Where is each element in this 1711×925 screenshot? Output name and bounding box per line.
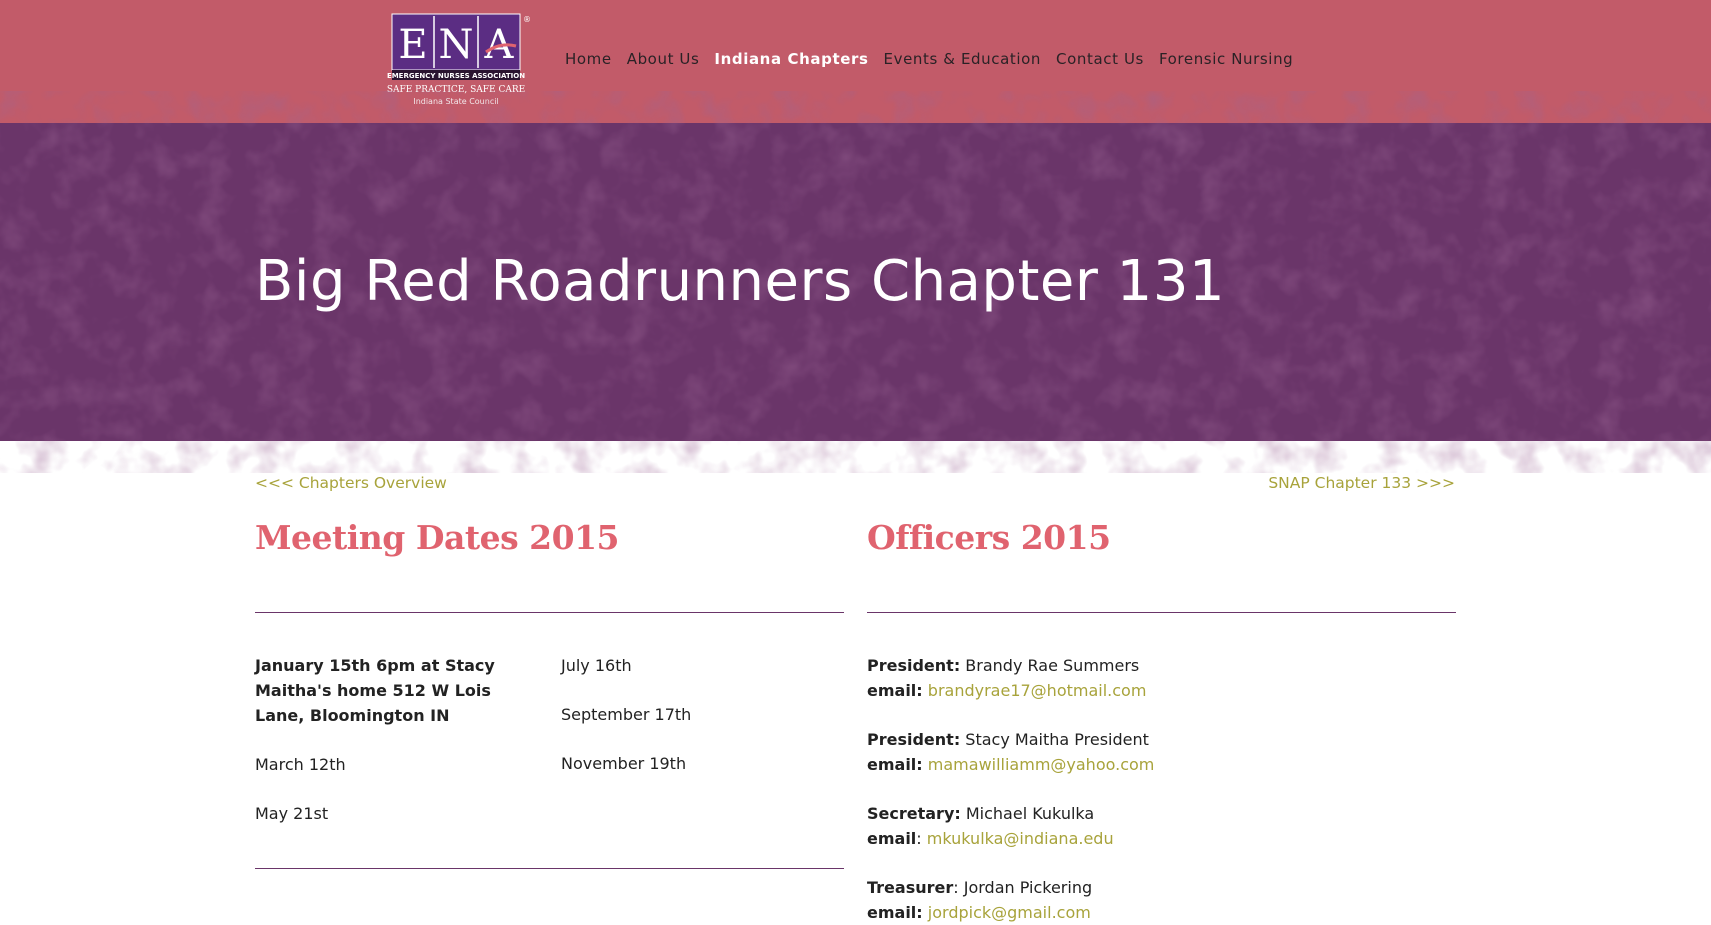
meeting-date: November 19th	[561, 754, 687, 773]
svg-text:EMERGENCY NURSES ASSOCIATION: EMERGENCY NURSES ASSOCIATION	[386, 72, 526, 80]
nav-about-us[interactable]: About Us	[626, 50, 700, 68]
officer-role: Treasurer	[867, 878, 954, 897]
nav-home[interactable]: Home	[565, 50, 612, 68]
officer-email-link[interactable]: brandyrae17@hotmail.com	[927, 681, 1147, 700]
svg-text:®: ®	[523, 15, 531, 24]
logo-letter-e: E	[398, 22, 428, 68]
meeting-date: July 16th	[561, 656, 632, 675]
logo-letter-a: A	[484, 22, 514, 68]
meeting-dates-heading: Meeting Dates 2015	[255, 518, 620, 557]
nav-events-education[interactable]: Events & Education	[883, 50, 1042, 68]
officer-entry	[867, 653, 1457, 703]
ena-logo[interactable]	[386, 12, 534, 108]
email-label: email:	[867, 755, 923, 774]
prev-chapter-link[interactable]: <<< Chapters Overview	[255, 474, 447, 492]
officer-name: Stacy Maitha President	[960, 730, 1149, 749]
officer-role: President:	[867, 730, 961, 749]
officer-role: Secretary:	[867, 804, 961, 823]
meeting-date: March 12th	[255, 755, 346, 774]
meeting-date: September 17th	[561, 705, 692, 724]
officer-entry	[867, 875, 1457, 925]
next-chapter-link[interactable]: SNAP Chapter 133 >>>	[1268, 474, 1455, 492]
svg-text:Indiana State Council: Indiana State Council	[413, 97, 499, 106]
officer-email-link[interactable]: mkukulka@indiana.edu	[926, 829, 1114, 848]
nav-indiana-chapters[interactable]: Indiana Chapters	[714, 50, 869, 68]
officer-name: Brandy Rae Summers	[960, 656, 1140, 675]
meeting-date-first: January 15th 6pm at Stacy Maitha's home 512 W Lois Lane, Bloomington IN	[255, 656, 495, 725]
officer-entry	[867, 727, 1457, 777]
nav-forensic-nursing[interactable]: Forensic Nursing	[1158, 50, 1294, 68]
svg-text:SAFE PRACTICE, SAFE CARE: SAFE PRACTICE, SAFE CARE	[386, 85, 526, 95]
email-label: email:	[867, 681, 923, 700]
nav-contact-us[interactable]: Contact Us	[1056, 50, 1144, 68]
site-header	[0, 0, 1711, 123]
divider	[255, 868, 844, 869]
officer-email-link[interactable]: jordpick@gmail.com	[927, 903, 1091, 922]
main-nav	[565, 50, 1308, 68]
email-label: email:	[867, 903, 923, 922]
hero-banner	[0, 123, 1711, 441]
officer-entry: Secretary: Michael Kukulka email: mkukulka@indiana.edu	[867, 804, 1114, 848]
officer-name: Michael Kukulka	[960, 804, 1095, 823]
page-title: Big Red Roadrunners Chapter 131	[255, 249, 1226, 314]
divider	[255, 612, 844, 613]
divider	[867, 612, 1456, 613]
email-label: email	[867, 829, 917, 848]
officer-name: : Jordan Pickering	[953, 878, 1093, 897]
logo-letter-n: N	[438, 22, 474, 68]
meeting-date: May 21st	[255, 804, 329, 823]
officer-email-link[interactable]: mamawilliamm@yahoo.com	[927, 755, 1155, 774]
officers-heading: Officers 2015	[867, 518, 1111, 557]
officer-role: President:	[867, 656, 961, 675]
